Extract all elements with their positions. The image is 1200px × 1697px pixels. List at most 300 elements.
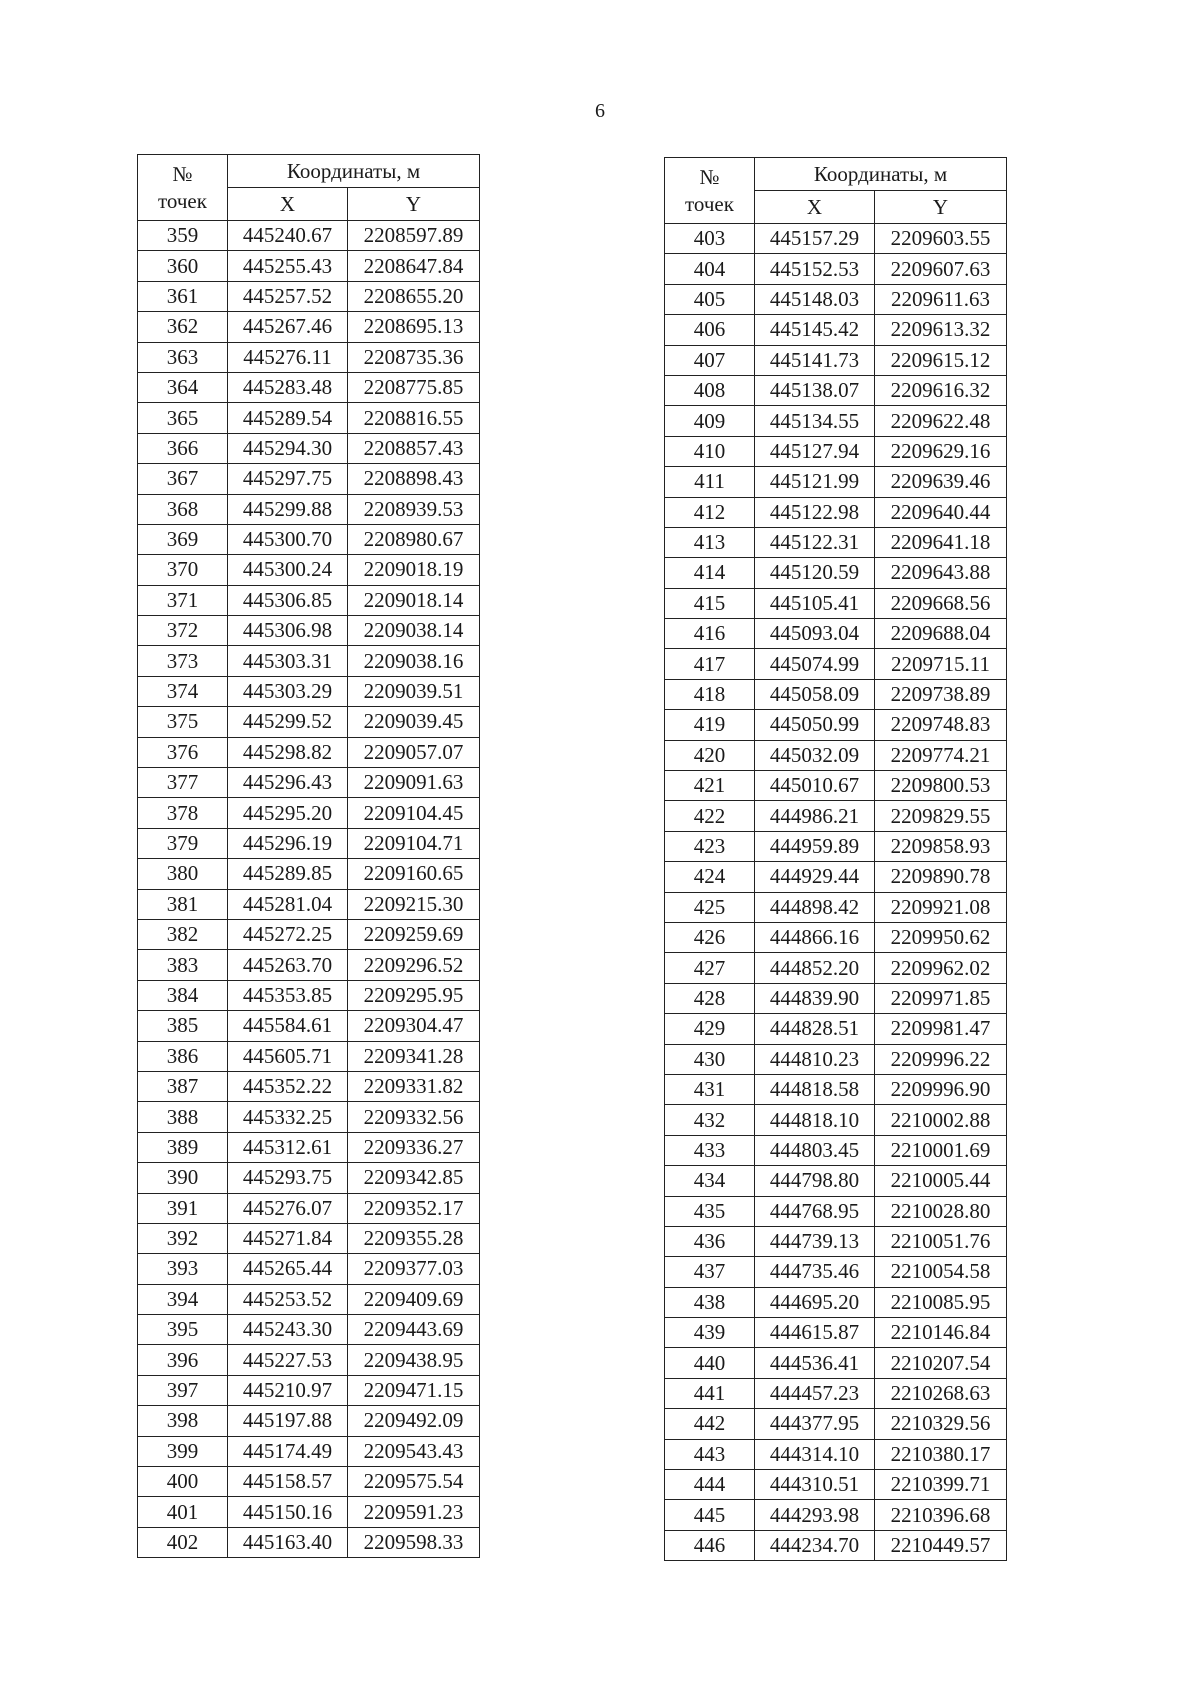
x-coordinate-cell: 445353.85 (228, 980, 348, 1010)
point-number-cell: 419 (665, 710, 755, 740)
x-coordinate-cell: 444852.20 (755, 953, 875, 983)
y-column-header: Y (875, 191, 1007, 224)
point-number-cell: 431 (665, 1074, 755, 1104)
table-row (138, 1345, 480, 1375)
y-coordinate-cell: 2209950.62 (875, 922, 1007, 952)
table-row (138, 342, 480, 372)
y-coordinate-cell: 2209738.89 (875, 679, 1007, 709)
table-row (138, 889, 480, 919)
y-coordinate-cell: 2209575.54 (348, 1467, 480, 1497)
point-number-header (138, 155, 228, 221)
y-coordinate-cell: 2208735.36 (348, 342, 480, 372)
y-coordinate-cell: 2209038.14 (348, 616, 480, 646)
y-coordinate-cell: 2210449.57 (875, 1530, 1007, 1560)
table-row (665, 1500, 1007, 1530)
point-number-cell: 361 (138, 281, 228, 311)
table-row (138, 859, 480, 889)
table-body-left (138, 221, 480, 1558)
table-row (665, 254, 1007, 284)
x-column-header: X (755, 191, 875, 224)
y-coordinate-cell: 2209640.44 (875, 497, 1007, 527)
point-number-cell: 367 (138, 464, 228, 494)
y-coordinate-cell: 2208816.55 (348, 403, 480, 433)
table-row (665, 1318, 1007, 1348)
x-coordinate-cell: 445303.29 (228, 676, 348, 706)
point-number-cell: 383 (138, 950, 228, 980)
table-row (138, 1436, 480, 1466)
y-coordinate-cell: 2210146.84 (875, 1318, 1007, 1348)
point-number-cell: 423 (665, 831, 755, 861)
table-row (665, 679, 1007, 709)
x-coordinate-cell: 445158.57 (228, 1467, 348, 1497)
table-row (665, 710, 1007, 740)
y-coordinate-cell: 2210207.54 (875, 1348, 1007, 1378)
x-coordinate-cell: 444798.80 (755, 1166, 875, 1196)
table-row (665, 1166, 1007, 1196)
y-coordinate-cell: 2209039.45 (348, 707, 480, 737)
y-coordinate-cell: 2209668.56 (875, 588, 1007, 618)
point-number-cell: 387 (138, 1071, 228, 1101)
y-coordinate-cell: 2209598.33 (348, 1527, 480, 1557)
x-coordinate-cell: 445050.99 (755, 710, 875, 740)
point-number-cell: 412 (665, 497, 755, 527)
y-coordinate-cell: 2210085.95 (875, 1287, 1007, 1317)
y-coordinate-cell: 2209215.30 (348, 889, 480, 919)
y-coordinate-cell: 2209971.85 (875, 983, 1007, 1013)
y-coordinate-cell: 2208655.20 (348, 281, 480, 311)
table-row (665, 740, 1007, 770)
x-coordinate-cell: 445148.03 (755, 284, 875, 314)
table-body-right (665, 224, 1007, 1561)
x-coordinate-cell: 445127.94 (755, 436, 875, 466)
x-coordinate-cell: 445303.31 (228, 646, 348, 676)
x-coordinate-cell: 444959.89 (755, 831, 875, 861)
x-coordinate-cell: 444314.10 (755, 1439, 875, 1469)
point-number-cell: 376 (138, 737, 228, 767)
point-number-cell: 366 (138, 433, 228, 463)
point-number-cell: 388 (138, 1102, 228, 1132)
point-number-cell: 407 (665, 345, 755, 375)
y-coordinate-cell: 2209890.78 (875, 862, 1007, 892)
y-coordinate-cell: 2210051.76 (875, 1226, 1007, 1256)
x-coordinate-cell: 445332.25 (228, 1102, 348, 1132)
x-coordinate-cell: 444457.23 (755, 1378, 875, 1408)
x-coordinate-cell: 445141.73 (755, 345, 875, 375)
x-coordinate-cell: 445352.22 (228, 1071, 348, 1101)
x-coordinate-cell: 444735.46 (755, 1257, 875, 1287)
table-row (138, 616, 480, 646)
table-row (138, 221, 480, 251)
x-coordinate-cell: 445267.46 (228, 312, 348, 342)
y-coordinate-cell: 2209615.12 (875, 345, 1007, 375)
point-number-cell: 411 (665, 467, 755, 497)
point-number-cell: 369 (138, 524, 228, 554)
y-column-header: Y (348, 188, 480, 221)
point-number-cell: 368 (138, 494, 228, 524)
y-coordinate-cell: 2209921.08 (875, 892, 1007, 922)
table-row (138, 312, 480, 342)
point-number-cell: 380 (138, 859, 228, 889)
point-number-cell: 385 (138, 1011, 228, 1041)
point-number-cell: 381 (138, 889, 228, 919)
table-row (138, 1071, 480, 1101)
x-coordinate-cell: 445255.43 (228, 251, 348, 281)
y-coordinate-cell: 2208939.53 (348, 494, 480, 524)
x-coordinate-cell: 445134.55 (755, 406, 875, 436)
table-row (665, 862, 1007, 892)
y-coordinate-cell: 2208647.84 (348, 251, 480, 281)
y-coordinate-cell: 2209613.32 (875, 315, 1007, 345)
table-row (665, 315, 1007, 345)
page-number: 6 (595, 100, 605, 122)
y-coordinate-cell: 2210329.56 (875, 1409, 1007, 1439)
point-number-cell: 426 (665, 922, 755, 952)
table-row (665, 345, 1007, 375)
point-number-word: точек (685, 191, 734, 216)
table-row (665, 953, 1007, 983)
x-coordinate-cell: 445271.84 (228, 1223, 348, 1253)
y-coordinate-cell: 2208898.43 (348, 464, 480, 494)
point-number-cell: 375 (138, 707, 228, 737)
table-row (665, 831, 1007, 861)
y-coordinate-cell: 2209342.85 (348, 1163, 480, 1193)
y-coordinate-cell: 2209057.07 (348, 737, 480, 767)
y-coordinate-cell: 2210399.71 (875, 1470, 1007, 1500)
y-coordinate-cell: 2209377.03 (348, 1254, 480, 1284)
point-number-cell: 371 (138, 585, 228, 615)
x-coordinate-cell: 445197.88 (228, 1406, 348, 1436)
point-number-cell: 397 (138, 1375, 228, 1405)
point-number-cell: 441 (665, 1378, 755, 1408)
table-row (138, 585, 480, 615)
point-number-cell: 440 (665, 1348, 755, 1378)
table-row (665, 1378, 1007, 1408)
x-coordinate-cell: 445240.67 (228, 221, 348, 251)
y-coordinate-cell: 2209091.63 (348, 768, 480, 798)
table-row (138, 1254, 480, 1284)
point-number-cell: 379 (138, 828, 228, 858)
x-coordinate-cell: 445312.61 (228, 1132, 348, 1162)
y-coordinate-cell: 2209543.43 (348, 1436, 480, 1466)
y-coordinate-cell: 2209715.11 (875, 649, 1007, 679)
x-coordinate-cell: 445157.29 (755, 224, 875, 254)
point-number-cell: 384 (138, 980, 228, 1010)
x-coordinate-cell: 445306.98 (228, 616, 348, 646)
coordinates-header: Координаты, м (228, 155, 480, 188)
point-number-cell: 408 (665, 375, 755, 405)
table-row (665, 224, 1007, 254)
table-row (138, 1011, 480, 1041)
y-coordinate-cell: 2210001.69 (875, 1135, 1007, 1165)
x-coordinate-cell: 444810.23 (755, 1044, 875, 1074)
y-coordinate-cell: 2210005.44 (875, 1166, 1007, 1196)
table-row (138, 1284, 480, 1314)
x-coordinate-cell: 444739.13 (755, 1226, 875, 1256)
x-coordinate-cell: 444293.98 (755, 1500, 875, 1530)
point-number-word: точек (158, 188, 207, 213)
y-coordinate-cell: 2209355.28 (348, 1223, 480, 1253)
x-coordinate-cell: 445298.82 (228, 737, 348, 767)
point-number-cell: 386 (138, 1041, 228, 1071)
point-number-cell: 395 (138, 1315, 228, 1345)
table-row (665, 983, 1007, 1013)
y-coordinate-cell: 2209996.90 (875, 1074, 1007, 1104)
point-number-cell: 428 (665, 983, 755, 1013)
point-number-cell: 378 (138, 798, 228, 828)
y-coordinate-cell: 2209336.27 (348, 1132, 480, 1162)
x-coordinate-cell: 445605.71 (228, 1041, 348, 1071)
y-coordinate-cell: 2209603.55 (875, 224, 1007, 254)
table-row (138, 1132, 480, 1162)
y-coordinate-cell: 2209296.52 (348, 950, 480, 980)
x-coordinate-cell: 445300.70 (228, 524, 348, 554)
table-row (665, 922, 1007, 952)
point-number-cell: 416 (665, 619, 755, 649)
y-coordinate-cell: 2209018.19 (348, 555, 480, 585)
point-number-cell: 403 (665, 224, 755, 254)
coordinates-table-left (137, 154, 480, 1558)
table-row (138, 403, 480, 433)
x-coordinate-cell: 444929.44 (755, 862, 875, 892)
point-number-cell: 404 (665, 254, 755, 284)
x-coordinate-cell: 445227.53 (228, 1345, 348, 1375)
table-row (665, 771, 1007, 801)
x-coordinate-cell: 445121.99 (755, 467, 875, 497)
point-number-cell: 429 (665, 1014, 755, 1044)
table-row (665, 406, 1007, 436)
x-coordinate-cell: 445150.16 (228, 1497, 348, 1527)
point-number-cell: 394 (138, 1284, 228, 1314)
x-coordinate-cell: 445257.52 (228, 281, 348, 311)
y-coordinate-cell: 2208857.43 (348, 433, 480, 463)
table-row (138, 464, 480, 494)
table-row (138, 798, 480, 828)
x-coordinate-cell: 445074.99 (755, 649, 875, 679)
point-number-cell: 399 (138, 1436, 228, 1466)
y-coordinate-cell: 2209829.55 (875, 801, 1007, 831)
x-coordinate-cell: 444818.58 (755, 1074, 875, 1104)
table-row (665, 1530, 1007, 1560)
y-coordinate-cell: 2208980.67 (348, 524, 480, 554)
y-coordinate-cell: 2209688.04 (875, 619, 1007, 649)
y-coordinate-cell: 2209471.15 (348, 1375, 480, 1405)
point-number-cell: 439 (665, 1318, 755, 1348)
x-coordinate-cell: 445296.43 (228, 768, 348, 798)
table-row (665, 467, 1007, 497)
x-coordinate-cell: 445293.75 (228, 1163, 348, 1193)
point-number-cell: 400 (138, 1467, 228, 1497)
x-coordinate-cell: 445058.09 (755, 679, 875, 709)
x-coordinate-cell: 445276.11 (228, 342, 348, 372)
point-number-cell: 390 (138, 1163, 228, 1193)
coordinates-header: Координаты, м (755, 158, 1007, 191)
x-coordinate-cell: 445093.04 (755, 619, 875, 649)
y-coordinate-cell: 2209332.56 (348, 1102, 480, 1132)
x-coordinate-cell: 444310.51 (755, 1470, 875, 1500)
point-number-header (665, 158, 755, 224)
table-row (665, 527, 1007, 557)
x-coordinate-cell: 444768.95 (755, 1196, 875, 1226)
table-row (138, 768, 480, 798)
table-row (665, 497, 1007, 527)
y-coordinate-cell: 2210002.88 (875, 1105, 1007, 1135)
y-coordinate-cell: 2209259.69 (348, 919, 480, 949)
point-number-cell: 360 (138, 251, 228, 281)
point-number-cell: 382 (138, 919, 228, 949)
table-row (665, 1470, 1007, 1500)
table-row (665, 1044, 1007, 1074)
x-coordinate-cell: 445297.75 (228, 464, 348, 494)
y-coordinate-cell: 2209996.22 (875, 1044, 1007, 1074)
y-coordinate-cell: 2209331.82 (348, 1071, 480, 1101)
table-row (138, 524, 480, 554)
point-number-cell: 401 (138, 1497, 228, 1527)
x-coordinate-cell: 445145.42 (755, 315, 875, 345)
point-number-cell: 430 (665, 1044, 755, 1074)
y-coordinate-cell: 2209409.69 (348, 1284, 480, 1314)
point-number-cell: 433 (665, 1135, 755, 1165)
y-coordinate-cell: 2208597.89 (348, 221, 480, 251)
table-row (665, 892, 1007, 922)
table-row (665, 1226, 1007, 1256)
table-row (665, 1439, 1007, 1469)
table-row (665, 558, 1007, 588)
table-row (665, 1287, 1007, 1317)
point-number-cell: 363 (138, 342, 228, 372)
y-coordinate-cell: 2209616.32 (875, 375, 1007, 405)
point-number-cell: 393 (138, 1254, 228, 1284)
point-number-cell: 424 (665, 862, 755, 892)
x-coordinate-cell: 445120.59 (755, 558, 875, 588)
x-coordinate-cell: 444818.10 (755, 1105, 875, 1135)
x-coordinate-cell: 444866.16 (755, 922, 875, 952)
point-number-cell: 417 (665, 649, 755, 679)
table-row (138, 1315, 480, 1345)
point-number-cell: 414 (665, 558, 755, 588)
table-row (665, 801, 1007, 831)
point-number-cell: 370 (138, 555, 228, 585)
table-row (138, 251, 480, 281)
x-coordinate-cell: 445138.07 (755, 375, 875, 405)
x-coordinate-cell: 445163.40 (228, 1527, 348, 1557)
y-coordinate-cell: 2209639.46 (875, 467, 1007, 497)
y-coordinate-cell: 2209962.02 (875, 953, 1007, 983)
y-coordinate-cell: 2209039.51 (348, 676, 480, 706)
table-row (665, 1196, 1007, 1226)
x-coordinate-cell: 445306.85 (228, 585, 348, 615)
y-coordinate-cell: 2209611.63 (875, 284, 1007, 314)
coordinates-table-right (664, 157, 1007, 1561)
y-coordinate-cell: 2209438.95 (348, 1345, 480, 1375)
x-coordinate-cell: 445276.07 (228, 1193, 348, 1223)
y-coordinate-cell: 2209774.21 (875, 740, 1007, 770)
table-row (138, 1163, 480, 1193)
x-coordinate-cell: 445253.52 (228, 1284, 348, 1314)
x-coordinate-cell: 445210.97 (228, 1375, 348, 1405)
table-row (138, 372, 480, 402)
table-row (665, 1105, 1007, 1135)
point-number-cell: 405 (665, 284, 755, 314)
x-coordinate-cell: 445152.53 (755, 254, 875, 284)
y-coordinate-cell: 2209858.93 (875, 831, 1007, 861)
point-number-cell: 359 (138, 221, 228, 251)
point-number-cell: 435 (665, 1196, 755, 1226)
x-coordinate-cell: 444898.42 (755, 892, 875, 922)
x-coordinate-cell: 445265.44 (228, 1254, 348, 1284)
x-coordinate-cell: 445299.88 (228, 494, 348, 524)
x-coordinate-cell: 445294.30 (228, 433, 348, 463)
table-row (138, 555, 480, 585)
y-coordinate-cell: 2210396.68 (875, 1500, 1007, 1530)
point-number-cell: 421 (665, 771, 755, 801)
y-coordinate-cell: 2209607.63 (875, 254, 1007, 284)
table-row (665, 1135, 1007, 1165)
y-coordinate-cell: 2209038.16 (348, 646, 480, 676)
table-row (138, 1497, 480, 1527)
x-coordinate-cell: 445122.31 (755, 527, 875, 557)
y-coordinate-cell: 2209622.48 (875, 406, 1007, 436)
x-coordinate-cell: 445174.49 (228, 1436, 348, 1466)
point-number-cell: 446 (665, 1530, 755, 1560)
y-coordinate-cell: 2209304.47 (348, 1011, 480, 1041)
table-row (665, 1257, 1007, 1287)
table-row (665, 619, 1007, 649)
point-number-sign: № (699, 165, 720, 190)
table-row (665, 1014, 1007, 1044)
y-coordinate-cell: 2209748.83 (875, 710, 1007, 740)
y-coordinate-cell: 2209492.09 (348, 1406, 480, 1436)
table-row (138, 980, 480, 1010)
y-coordinate-cell: 2209352.17 (348, 1193, 480, 1223)
x-coordinate-cell: 445299.52 (228, 707, 348, 737)
y-coordinate-cell: 2209591.23 (348, 1497, 480, 1527)
x-coordinate-cell: 445243.30 (228, 1315, 348, 1345)
table-row (138, 1041, 480, 1071)
point-number-cell: 410 (665, 436, 755, 466)
y-coordinate-cell: 2209341.28 (348, 1041, 480, 1071)
point-number-cell: 377 (138, 768, 228, 798)
point-number-cell: 445 (665, 1500, 755, 1530)
table-row (665, 436, 1007, 466)
x-coordinate-cell: 445283.48 (228, 372, 348, 402)
point-number-cell: 365 (138, 403, 228, 433)
table-row (138, 1102, 480, 1132)
point-number-cell: 418 (665, 679, 755, 709)
table-row (665, 375, 1007, 405)
x-coordinate-cell: 444986.21 (755, 801, 875, 831)
x-coordinate-cell: 444377.95 (755, 1409, 875, 1439)
table-row (138, 1375, 480, 1405)
point-number-cell: 432 (665, 1105, 755, 1135)
table-row (138, 1223, 480, 1253)
table-row (138, 828, 480, 858)
x-coordinate-cell: 445584.61 (228, 1011, 348, 1041)
x-coordinate-cell: 445281.04 (228, 889, 348, 919)
table-row (138, 646, 480, 676)
x-coordinate-cell: 444803.45 (755, 1135, 875, 1165)
x-coordinate-cell: 445105.41 (755, 588, 875, 618)
point-number-cell: 374 (138, 676, 228, 706)
y-coordinate-cell: 2208775.85 (348, 372, 480, 402)
x-coordinate-cell: 444234.70 (755, 1530, 875, 1560)
point-number-cell: 406 (665, 315, 755, 345)
point-number-cell: 444 (665, 1470, 755, 1500)
table-row (665, 649, 1007, 679)
x-coordinate-cell: 445296.19 (228, 828, 348, 858)
x-column-header: X (228, 188, 348, 221)
table-row (138, 1406, 480, 1436)
table-row (138, 707, 480, 737)
